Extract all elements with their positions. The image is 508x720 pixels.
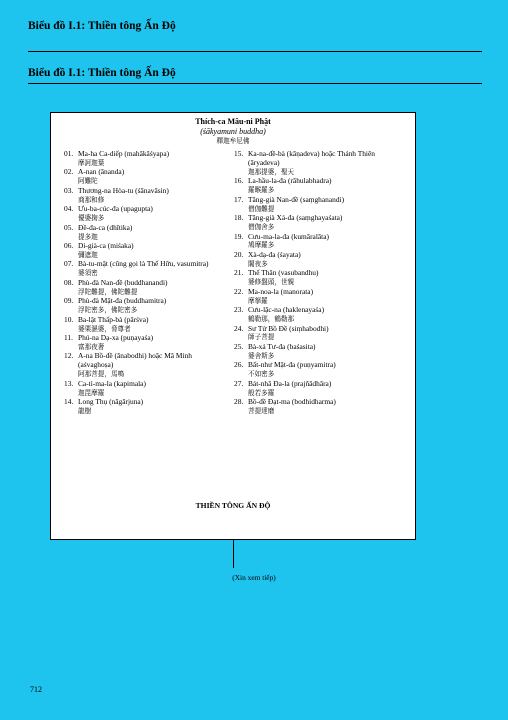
patriarch-name: Bà-xá Tư-đa (baśasita) [248,341,316,351]
patriarch-cjk: 鳩摩羅多 [248,241,275,250]
patriarch-entry [64,150,229,168]
patriarch-name: La-hầu-la-đa (rāhulabhadra) [248,176,332,186]
patriarch-cjk: 婆修盤頭，世親 [248,278,295,287]
patriarch-number: 05. [64,222,74,232]
patriarch-cjk: 摩拏羅 [248,296,268,305]
patriarch-name: Tăng-già Nan-đề (saṃghanandi) [248,194,345,204]
patriarch-name: Ma-ha Ca-diếp (mahākāśyapa) [78,149,170,158]
patriarch-text [248,361,406,379]
patriarch-cjk: 般若多羅 [248,388,275,397]
patriarch-text [78,398,229,416]
patriarch-number: 22. [234,286,244,296]
patriarch-name: Cưu-lặc-na (haklenayaśa) [248,305,325,315]
patriarch-cjk: 婆舍斯多 [248,351,275,360]
root-name: Thích-ca Mâu-ni Phật [195,117,271,126]
patriarch-number: 20. [234,249,244,259]
patriarch-entry [64,242,229,260]
patriarch-name: Cưu-ma-la-đa (kumāralāta) [248,231,329,241]
patriarch-cjk: 婆須密 [78,269,98,278]
patriarch-number: 12. [64,351,74,361]
chart-footer-title: THIỀN TÔNG ẤN ĐỘ [195,501,271,510]
patriarch-number: 13. [64,378,74,388]
patriarch-text [78,242,229,260]
patriarch-number: 23. [234,305,244,315]
continuation-connector [233,540,234,568]
patriarch-cjk: 商那和修 [78,195,105,204]
patriarch-number: 17. [234,194,244,204]
patriarch-name: Sư Tử Bồ Đề (siṃhabodhi) [248,323,329,333]
patriarch-number: 06. [64,241,74,251]
continuation-note: (Xin xem tiếp) [232,573,276,582]
patriarch-entry [64,352,229,379]
patriarch-name: Xà-dạ-đa (śayata) [248,249,301,259]
patriarch-text [248,343,406,361]
patriarch-cjk: 提多迦 [78,232,98,241]
patriarch-entry [234,361,406,379]
patriarch-entry [234,150,406,177]
patriarch-name: Bà-tu-mật (cũng gọi là Thế Hữu, vasumitra) [78,259,209,269]
patriarch-name: Ưu-ba-cúc-đa (upagupta) [78,204,153,214]
patriarch-number: 18. [234,213,244,223]
patriarch-name: Ba-lật Thấp-bà (pārśva) [78,314,149,324]
patriarch-text [248,269,406,287]
patriarch-number: 26. [234,360,244,370]
patriarch-cjk: 婆栗濕婆，脅尊者 [78,324,131,333]
patriarch-number: 25. [234,341,244,351]
patriarch-cjk: 迦那提婆，聖天 [248,167,295,176]
patriarch-name: A-nan (ānanda) [78,167,125,177]
patriarch-cjk: 彌遮迦 [78,250,98,259]
patriarch-number: 11. [64,333,73,343]
patriarch-text [248,288,406,306]
patriarch-text [248,251,406,269]
patriarch-entry [234,380,406,398]
patriarch-entry [234,325,406,343]
patriarch-number: 21. [234,268,244,278]
patriarch-cjk: 菩提達磨 [248,407,275,416]
patriarch-text [248,325,406,343]
header-title: Biểu đồ I.1: Thiền tông Ấn Độ [28,20,176,32]
patriarch-number: 10. [64,314,74,324]
patriarch-number: 03. [64,185,74,195]
patriarch-text [78,260,229,278]
patriarch-entry [234,343,406,361]
patriarch-entry [64,398,229,416]
patriarch-text [78,352,229,379]
patriarch-entry [64,297,229,315]
section-rule [28,83,482,84]
root-cjk: 釋迦牟尼佛 [216,137,250,145]
patriarch-number: 15. [234,149,244,158]
patriarch-entry [64,205,229,223]
patriarch-entry [64,224,229,242]
patriarch-name: Phù-đà Mật-đa (buddhamitra) [78,296,167,306]
patriarch-number: 24. [234,323,244,333]
patriarch-name: Ca-tì-ma-la (kapimala) [78,378,146,388]
patriarch-entry [64,279,229,297]
patriarch-name: Phù-đà Nan-đề (buddhanandi) [78,277,168,287]
patriarch-cjk: 富那夜奢 [78,342,105,351]
lineage-chart-box [50,112,416,540]
patriarch-number: 14. [64,397,74,407]
patriarch-text [78,297,229,315]
patriarch-name: Ka-na-đề-bà (kāṇadeva) hoặc Thánh Thiên (āryadeva) [248,149,375,167]
patriarch-name: Thế Thân (vasubandhu) [248,268,319,278]
patriarch-cjk: 迦毘摩羅 [78,388,105,397]
patriarch-cjk: 闍夜多 [248,259,268,268]
patriarch-entry [234,214,406,232]
patriarch-number: 08. [64,277,74,287]
patriarch-name: Tăng-già Xá-đa (saṃghayaśata) [248,213,343,223]
patriarch-entry [234,398,406,416]
patriarch-number: 28. [234,397,244,407]
patriarch-cjk: 阿那菩提，馬鳴 [78,370,125,379]
patriarch-cjk: 師子菩提 [248,333,275,342]
page-number: 712 [30,685,42,694]
patriarch-text [78,316,229,334]
patriarch-entry [64,260,229,278]
patriarch-text [78,334,229,352]
patriarch-number: 16. [234,176,244,186]
patriarch-name: Đề-đa-ca (dhītika) [78,222,133,232]
patriarch-text [248,233,406,251]
patriarch-text [78,150,229,168]
patriarch-cjk: 優婆掬多 [78,214,105,223]
patriarch-name: Ma-noa-la (manorata) [248,286,314,296]
patriarch-name: Di-già-ca (miśaka) [78,241,134,251]
patriarch-cjk: 羅睺羅多 [248,186,275,195]
patriarch-entry [234,196,406,214]
patriarch-cjk: 鶴勒那，鶴勒那 [248,315,295,324]
patriarch-name: Bất-như Mật-đa (puṇyamitra) [248,360,336,370]
patriarch-text [78,380,229,398]
patriarch-number: 07. [64,259,74,269]
patriarch-text [78,279,229,297]
patriarch-entry [64,316,229,334]
patriarch-number: 01. [64,149,74,158]
patriarch-name: Thương-na Hòa-tu (śānavāsin) [78,185,169,195]
patriarch-text [78,224,229,242]
patriarch-cjk: 僧伽難提 [248,204,275,213]
patriarch-text [248,398,406,416]
patriarch-text [248,150,406,177]
patriarch-cjk: 不如密多 [248,370,275,379]
patriarch-entry [64,334,229,352]
patriarch-entry [234,251,406,269]
patriarch-cjk: 阿難陀 [78,177,98,186]
patriarch-cjk: 僧伽舍多 [248,223,275,232]
patriarch-cjk: 浮陀密多，佛陀密多 [78,306,138,315]
patriarch-name: Phú-na Dạ-xa (puṇayaśa) [78,333,154,343]
patriarch-number: 02. [64,167,74,177]
patriarch-number: 19. [234,231,244,241]
patriarch-entry [234,288,406,306]
patriarch-entry [64,168,229,186]
patriarch-entry [234,306,406,324]
patriarch-name: Long Thụ (nāgārjuna) [78,397,144,407]
patriarch-text [78,187,229,205]
patriarch-entry [234,177,406,195]
patriarch-number: 09. [64,296,74,306]
patriarch-name: A-na Bồ-đề (ānabodhi) hoặc Mã Minh (aśvaghoṣa) [78,351,192,370]
patriarch-name: Bồ-đề Đạt-ma (bodhidharma) [248,397,336,407]
patriarch-text [248,196,406,214]
section-title: Biểu đồ I.1: Thiền tông Ấn Độ [28,67,176,79]
patriarch-text [248,214,406,232]
root-sanskrit: (śākyamuni buddha) [200,127,266,136]
patriarch-text [248,306,406,324]
patriarch-list-right [234,150,406,417]
patriarch-entry [64,380,229,398]
patriarch-cjk: 龍樹 [78,407,92,416]
patriarch-list-left [64,150,229,417]
patriarch-cjk: 浮陀難提，佛陀難提 [78,287,138,296]
patriarch-text [248,380,406,398]
patriarch-text [248,177,406,195]
patriarch-name: Bát-nhã Đa-la (prajñādhāra) [248,378,332,388]
patriarch-text [78,205,229,223]
patriarch-entry [234,269,406,287]
patriarch-text [78,168,229,186]
patriarch-cjk: 摩訶迦葉 [78,158,105,167]
patriarch-entry [64,187,229,205]
patriarch-number: 27. [234,378,244,388]
patriarch-number: 04. [64,204,74,214]
header-rule [28,51,482,52]
patriarch-entry [234,233,406,251]
